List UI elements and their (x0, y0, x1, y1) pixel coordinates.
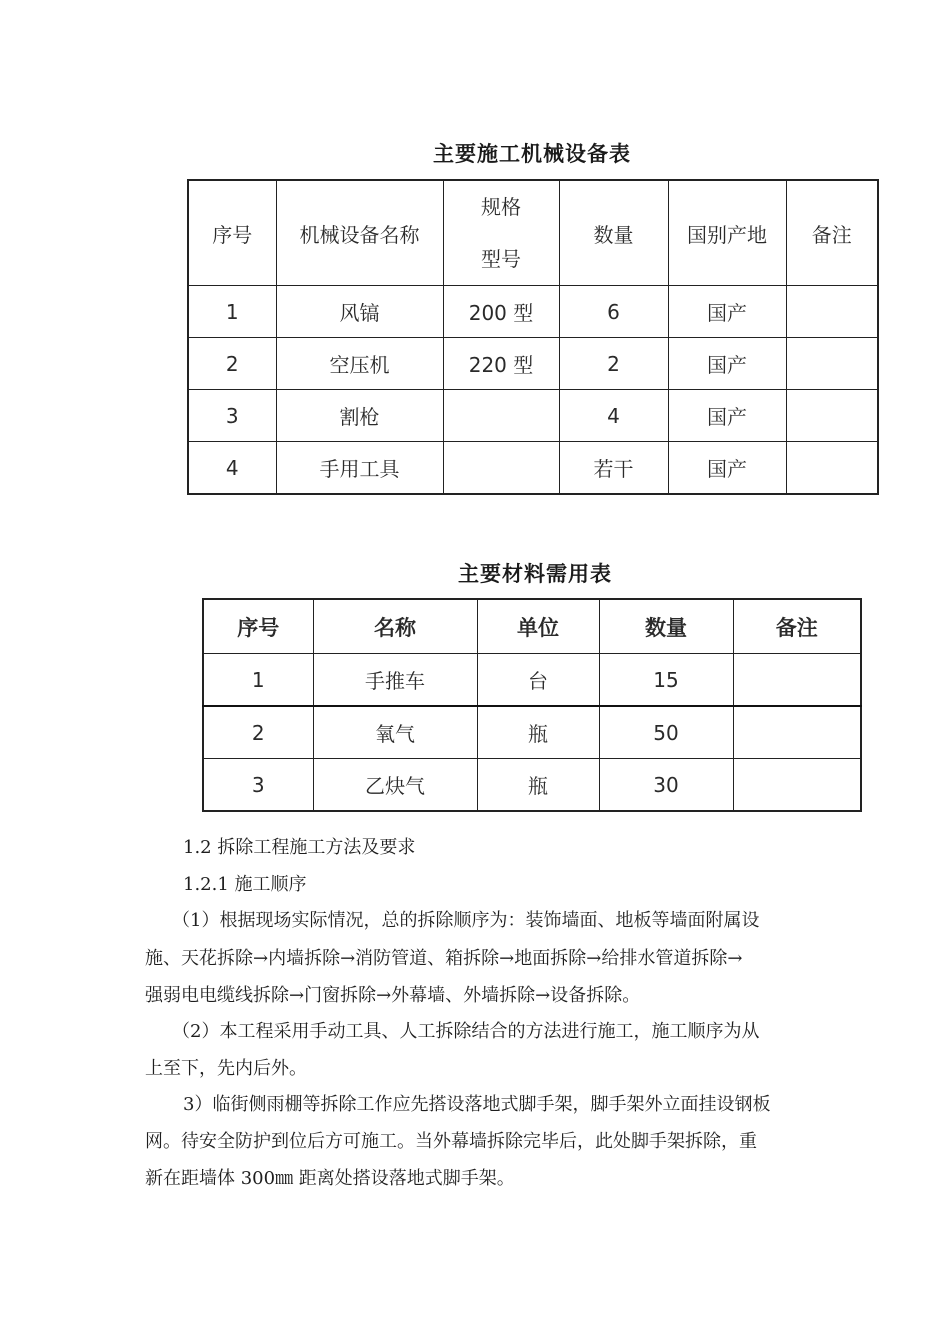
paragraph-3-line-3: 新在距墙体 300㎜ 距离处搭设落地式脚手架。 (145, 1168, 515, 1189)
header-qty: 数量 (559, 180, 668, 286)
cell-qty: 15 (599, 654, 733, 707)
cell-seq: 2 (188, 338, 276, 390)
paragraph-3-line-2: 网。待安全防护到位后方可施工。当外幕墙拆除完毕后，此处脚手架拆除，重 (145, 1131, 757, 1152)
materials-table (202, 598, 862, 812)
cell-spec: 200 型 (443, 286, 559, 338)
cell-note (786, 442, 878, 495)
cell-spec (443, 442, 559, 495)
header-name: 名称 (313, 599, 477, 654)
cell-note (733, 759, 861, 812)
equipment-table-title: 主要施工机械设备表 (433, 142, 631, 166)
cell-note (786, 286, 878, 338)
table-row (188, 286, 878, 338)
materials-table-title: 主要材料需用表 (458, 562, 612, 586)
paragraph-1-line-1: （1）根据现场实际情况，总的拆除顺序为：装饰墙面、地板等墙面附属设 (172, 910, 760, 931)
paragraph-2-line-2: 上至下，先内后外。 (145, 1058, 307, 1079)
cell-qty: 50 (599, 706, 733, 759)
cell-note (733, 654, 861, 707)
header-spec-line2: 型号 (481, 247, 521, 271)
section-heading-1-2: 1.2 拆除工程施工方法及要求 (183, 837, 416, 858)
paragraph-3-line-1: 3）临街侧雨棚等拆除工作应先搭设落地式脚手架，脚手架外立面挂设钢板 (183, 1094, 771, 1115)
header-spec (443, 180, 559, 286)
cell-unit: 台 (477, 654, 599, 707)
cell-unit: 瓶 (477, 706, 599, 759)
cell-name: 风镐 (276, 286, 443, 338)
equipment-table (187, 179, 879, 495)
cell-origin: 国产 (668, 390, 786, 442)
cell-name: 手用工具 (276, 442, 443, 495)
paragraph-2-line-1: （2）本工程采用手动工具、人工拆除结合的方法进行施工，施工顺序为从 (172, 1021, 760, 1042)
header-seq: 序号 (188, 180, 276, 286)
cell-origin: 国产 (668, 286, 786, 338)
cell-seq: 3 (188, 390, 276, 442)
table-header-row (203, 599, 861, 654)
header-qty: 数量 (599, 599, 733, 654)
table-row (203, 654, 861, 707)
cell-seq: 1 (203, 654, 313, 707)
cell-seq: 4 (188, 442, 276, 495)
cell-name: 手推车 (313, 654, 477, 707)
cell-name: 割枪 (276, 390, 443, 442)
table-row (188, 442, 878, 495)
header-origin: 国别产地 (668, 180, 786, 286)
cell-note (786, 390, 878, 442)
cell-spec (443, 390, 559, 442)
cell-name: 氧气 (313, 706, 477, 759)
header-note: 备注 (733, 599, 861, 654)
cell-unit: 瓶 (477, 759, 599, 812)
cell-note (786, 338, 878, 390)
cell-origin: 国产 (668, 338, 786, 390)
cell-origin: 国产 (668, 442, 786, 495)
cell-seq: 2 (203, 706, 313, 759)
cell-qty: 30 (599, 759, 733, 812)
header-unit: 单位 (477, 599, 599, 654)
cell-qty: 2 (559, 338, 668, 390)
paragraph-1-line-3: 强弱电电缆线拆除→门窗拆除→外幕墙、外墙拆除→设备拆除。 (145, 985, 641, 1006)
cell-spec: 220 型 (443, 338, 559, 390)
cell-seq: 1 (188, 286, 276, 338)
cell-qty: 6 (559, 286, 668, 338)
cell-qty: 4 (559, 390, 668, 442)
header-seq: 序号 (203, 599, 313, 654)
header-spec-line1: 规格 (481, 195, 521, 219)
header-name: 机械设备名称 (276, 180, 443, 286)
cell-note (733, 706, 861, 759)
table-row (188, 338, 878, 390)
table-header-row (188, 180, 878, 286)
header-note: 备注 (786, 180, 878, 286)
cell-qty: 若干 (559, 442, 668, 495)
cell-name: 乙炔气 (313, 759, 477, 812)
table-row (203, 759, 861, 812)
cell-name: 空压机 (276, 338, 443, 390)
table-row (203, 706, 861, 759)
paragraph-1-line-2: 施、天花拆除→内墙拆除→消防管道、箱拆除→地面拆除→给排水管道拆除→ (145, 948, 743, 969)
section-heading-1-2-1: 1.2.1 施工顺序 (183, 874, 307, 895)
cell-seq: 3 (203, 759, 313, 812)
table-row (188, 390, 878, 442)
